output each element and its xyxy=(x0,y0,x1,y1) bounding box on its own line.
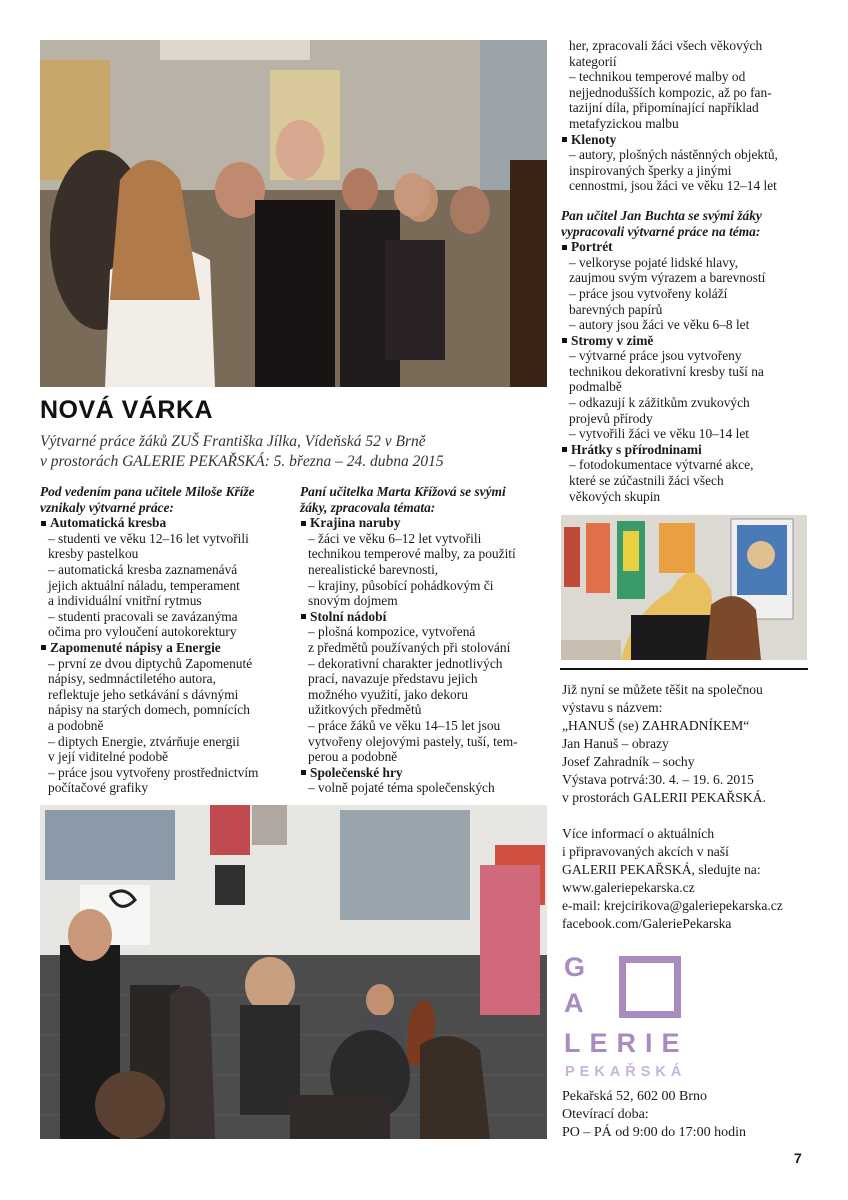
text-line: jejich aktuální náladu, temperament xyxy=(48,577,240,593)
logo-square-icon xyxy=(619,956,681,1018)
section-heading: Hrátky s přírodninami xyxy=(561,442,821,458)
square-bullet-icon xyxy=(301,614,306,619)
info-line: Josef Zahradník – sochy xyxy=(562,754,695,769)
text-line: počítačové grafiky xyxy=(48,780,149,796)
text-line: barevných papírů xyxy=(569,301,663,317)
square-bullet-icon xyxy=(562,137,567,142)
text-line: a podobně xyxy=(48,717,104,733)
subtitle-line-1: Výtvarné práce žáků ZUŠ Františka Jílka, Vídeňská 52 v Brně xyxy=(40,433,426,450)
text-line: – volně pojaté téma společenských xyxy=(308,780,495,796)
page-number: 7 xyxy=(794,1150,802,1166)
exhibition-name: „HANUŠ (se) ZAHRADNÍKEM“ xyxy=(562,718,750,733)
text-line: her, zpracovali žáci všech věkových xyxy=(569,38,763,53)
text-line: reflektuje jeho setkávání s dávnými xyxy=(48,686,239,702)
logo-lerie: LERIE xyxy=(564,1028,689,1058)
text-line: nápisy na starých domech, pomnících xyxy=(48,702,250,718)
teacher-intro: Pod vedením pana učitele Miloše Kříže xyxy=(40,484,255,499)
text-line: – práce jsou vytvořeny koláží xyxy=(569,285,728,301)
teacher-intro: žáky, zpracovala témata: xyxy=(300,499,436,515)
text-line: – první ze dvou diptychů Zapomenuté xyxy=(48,655,253,671)
column-1 xyxy=(40,484,290,796)
teacher-intro: Paní učitelka Marta Křížová se svými xyxy=(300,484,506,499)
article-title: NOVÁ VÁRKA xyxy=(40,396,214,424)
email-link[interactable]: e-mail: krejcirikova@galeriepekarska.cz xyxy=(562,898,783,913)
square-bullet-icon xyxy=(562,338,567,343)
text-line: v její viditelné podobě xyxy=(48,749,169,765)
opening-hours-label: Otevírací doba: xyxy=(562,1107,649,1122)
section-heading: Společenské hry xyxy=(300,765,550,781)
section-heading: Zapomenuté nápisy a Energie xyxy=(40,640,290,656)
text-line: snovým dojmem xyxy=(308,593,398,609)
info-line: Více informací o aktuálních xyxy=(562,826,715,841)
info-line: GALERII PEKAŘSKÁ, sledujte na: xyxy=(562,862,761,877)
text-line: perou a podobně xyxy=(308,749,398,765)
upcoming-exhibition-info xyxy=(562,681,812,933)
logo-letter-g: G xyxy=(564,952,595,982)
section-heading: Krajina naruby xyxy=(300,515,550,531)
text-line: – práce žáků ve věku 14–15 let jsou xyxy=(308,717,501,733)
logo-letter-a: A xyxy=(564,988,593,1018)
text-line: – výtvarné práce jsou vytvořeny xyxy=(569,348,742,364)
section-heading: Stromy v zimě xyxy=(561,333,821,349)
exhibition-dates: Výstava potrvá:30. 4. – 19. 6. 2015 xyxy=(562,772,754,787)
text-line: zaujmou svým výrazem a barevností xyxy=(569,270,766,286)
photo-visitors-artworks xyxy=(561,515,807,660)
facebook-link[interactable]: facebook.com/GaleriePekarska xyxy=(562,916,732,931)
text-line: možného využití, jako dekoru xyxy=(308,686,468,702)
square-bullet-icon xyxy=(301,521,306,526)
text-line: tazijní díla, připomínající například xyxy=(569,100,759,116)
section-heading: Klenoty xyxy=(561,132,821,148)
text-line: prací, navazuje představu jejich xyxy=(308,671,478,687)
text-line: užitkových předmětů xyxy=(308,702,422,718)
text-line: kresby pastelkou xyxy=(48,546,139,562)
text-line: – vytvořili žáci ve věku 10–14 let xyxy=(569,426,749,442)
text-line: – diptych Energie, ztvárňuje energii xyxy=(48,733,240,749)
website-link[interactable]: www.galeriepekarska.cz xyxy=(562,880,695,895)
subtitle-line-2: v prostorách GALERIE PEKAŘSKÁ: 5. března – 24. dubna 2015 xyxy=(40,453,444,470)
square-bullet-icon xyxy=(562,245,567,250)
text-line: nejjednodušších kompozic, až po fan- xyxy=(569,84,772,100)
text-line: a individuální vnitřní rytmus xyxy=(48,593,202,609)
section-heading: Stolní nádobí xyxy=(300,609,550,625)
square-bullet-icon xyxy=(301,770,306,775)
square-bullet-icon xyxy=(41,521,46,526)
text-line: inspirovaných šperky a jinými xyxy=(569,162,732,178)
text-line: projevů přírody xyxy=(569,410,653,426)
text-line: – žáci ve věku 6–12 let vytvořili xyxy=(308,530,482,546)
text-line: – dekorativní charakter jednotlivých xyxy=(308,655,503,671)
galerie-pekarska-logo xyxy=(562,950,762,1080)
text-line: – autory jsou žáci ve věku 6–8 let xyxy=(569,317,750,333)
teacher-intro: vznikaly výtvarné práce: xyxy=(40,499,174,515)
text-line: – autory, plošných nástěnných objektů, xyxy=(569,147,778,163)
text-line: – fotodokumentace výtvarné akce, xyxy=(569,457,754,473)
text-line: které se zúčastnili žáci všech xyxy=(569,473,724,489)
photo-gallery-concert xyxy=(40,805,547,1139)
text-line: – studenti ve věku 12–16 let vytvořili xyxy=(48,530,249,546)
text-line: – technikou temperové malby od xyxy=(569,69,746,85)
logo-pekarska: PEKAŘSKÁ xyxy=(565,1064,687,1080)
info-line: výstavu s názvem: xyxy=(562,700,663,715)
square-bullet-icon xyxy=(562,447,567,452)
column-2 xyxy=(300,484,550,796)
text-line: – velkoryse pojaté lidské hlavy, xyxy=(569,254,739,270)
text-line: – práce jsou vytvořeny prostřednictvím xyxy=(48,764,259,780)
info-line: i připravovaných akcích v naší xyxy=(562,844,729,859)
text-line: technikou dekorativní kresby tuší na xyxy=(569,363,764,379)
article-subtitle xyxy=(40,432,550,472)
section-heading: Portrét xyxy=(561,239,821,255)
teacher-intro: Pan učitel Jan Buchta se svými žáky xyxy=(561,207,762,223)
gallery-address xyxy=(562,1088,812,1142)
square-bullet-icon xyxy=(41,645,46,650)
section-heading: Automatická kresba xyxy=(40,515,290,531)
address-line: Pekařská 52, 602 00 Brno xyxy=(562,1089,708,1104)
text-line: technikou temperové malby, za použití xyxy=(308,546,516,562)
info-line: Již nyní se můžete těšit na společnou xyxy=(562,682,763,697)
text-line: cennostmi, jsou žáci ve věku 12–14 let xyxy=(569,178,777,194)
info-line: Jan Hanuš – obrazy xyxy=(562,736,669,751)
text-line: – krajiny, působící pohádkovým či xyxy=(308,577,494,593)
text-line: vytvořeny olejovými pastely, tuší, tem- xyxy=(308,733,518,749)
photo-opening-handshake xyxy=(40,40,547,387)
opening-hours: PO – PÁ od 9:00 do 17:00 hodin xyxy=(562,1125,746,1140)
text-line: – plošná kompozice, vytvořená xyxy=(308,624,476,640)
text-line: metafyzickou malbu xyxy=(569,115,679,131)
text-line: očima pro vyloučení autokorektury xyxy=(48,624,237,640)
text-line: – studenti pracovali se zavázanýma xyxy=(48,608,238,624)
text-line: nerealistické barevnosti, xyxy=(308,561,439,577)
text-line: věkových skupin xyxy=(569,488,661,504)
text-line: nápisy, sedmnáctiletého autora, xyxy=(48,671,216,687)
text-line: – odkazují k zážitkům zvukových xyxy=(569,395,750,411)
text-line: podmalbě xyxy=(569,379,622,395)
text-line: z předmětů používaných při stolování xyxy=(308,639,511,655)
teacher-intro: vypracovali výtvarné práce na téma: xyxy=(561,223,761,239)
divider xyxy=(560,668,808,670)
text-line: – automatická kresba zaznamenává xyxy=(48,561,238,577)
text-line: kategorií xyxy=(569,53,617,69)
info-line: v prostorách GALERII PEKAŘSKÁ. xyxy=(562,790,766,805)
column-3 xyxy=(561,38,821,504)
